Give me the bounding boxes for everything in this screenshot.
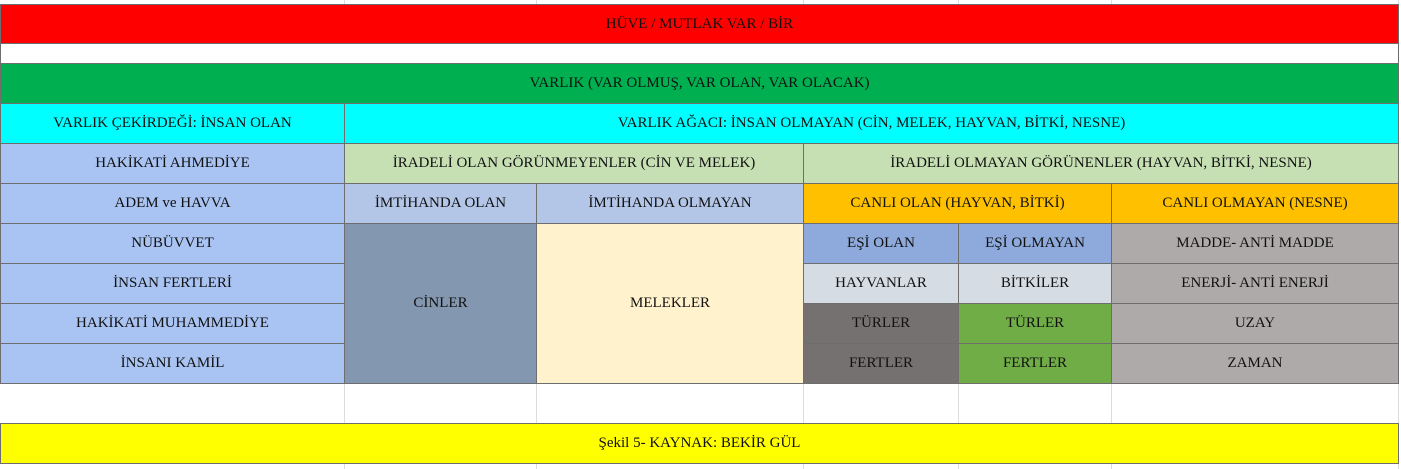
- hayvan-turler-cell[interactable]: TÜRLER: [803, 303, 959, 344]
- imtihanda-olmayan-cell[interactable]: İMTİHANDA OLMAYAN: [536, 183, 804, 224]
- bitki-fertler-cell[interactable]: FERTLER: [958, 343, 1112, 384]
- canli-olmayan-cell[interactable]: CANLI OLMAYAN (NESNE): [1111, 183, 1399, 224]
- caption-cell[interactable]: Şekil 5- KAYNAK: BEKİR GÜL: [0, 423, 1399, 464]
- esi-olmayan-cell[interactable]: EŞİ OLMAYAN: [958, 223, 1112, 264]
- varlik-agaci-cell[interactable]: VARLIK AĞACI: İNSAN OLMAYAN (CİN, MELEK, HAYVAN, BİTKİ, NESNE): [344, 103, 1399, 144]
- left-cell-hakikati-muhammediye[interactable]: HAKİKATİ MUHAMMEDİYE: [0, 303, 345, 344]
- bitkiler-cell[interactable]: BİTKİLER: [958, 263, 1112, 304]
- title-cell[interactable]: HÜVE / MUTLAK VAR / BİR: [0, 4, 1399, 44]
- blank-row[interactable]: [0, 43, 1399, 64]
- canli-olan-cell[interactable]: CANLI OLAN (HAYVAN, BİTKİ): [803, 183, 1112, 224]
- hayvan-fertler-cell[interactable]: FERTLER: [803, 343, 959, 384]
- varlik-cekirdegi-cell[interactable]: VARLIK ÇEKİRDEĞİ: İNSAN OLAN: [0, 103, 345, 144]
- cinler-cell[interactable]: CİNLER: [344, 223, 537, 384]
- hayvanlar-cell[interactable]: HAYVANLAR: [803, 263, 959, 304]
- iradeli-olmayan-gorunenler-cell[interactable]: İRADELİ OLMAYAN GÖRÜNENLER (HAYVAN, BİTKİ, NESNE): [803, 143, 1399, 184]
- zaman-cell[interactable]: ZAMAN: [1111, 343, 1399, 384]
- enerji-anti-enerji-cell[interactable]: ENERJİ- ANTİ ENERJİ: [1111, 263, 1399, 304]
- left-cell-hakikati-ahmediye[interactable]: HAKİKATİ AHMEDİYE: [0, 143, 345, 184]
- esi-olan-cell[interactable]: EŞİ OLAN: [803, 223, 959, 264]
- varlik-cell[interactable]: VARLIK (VAR OLMUŞ, VAR OLAN, VAR OLACAK): [0, 63, 1399, 104]
- left-cell-insan-fertleri[interactable]: İNSAN FERTLERİ: [0, 263, 345, 304]
- uzay-cell[interactable]: UZAY: [1111, 303, 1399, 344]
- left-cell-insani-kamil[interactable]: İNSANI KAMİL: [0, 343, 345, 384]
- imtihanda-olan-cell[interactable]: İMTİHANDA OLAN: [344, 183, 537, 224]
- bitki-turler-cell[interactable]: TÜRLER: [958, 303, 1112, 344]
- madde-anti-madde-cell[interactable]: MADDE- ANTİ MADDE: [1111, 223, 1399, 264]
- melekler-cell[interactable]: MELEKLER: [536, 223, 804, 384]
- iradeli-gorunmeyenler-cell[interactable]: İRADELİ OLAN GÖRÜNMEYENLER (CİN VE MELEK): [344, 143, 804, 184]
- left-cell-nubuvvet[interactable]: NÜBÜVVET: [0, 223, 345, 264]
- left-cell-adem-havva[interactable]: ADEM ve HAVVA: [0, 183, 345, 224]
